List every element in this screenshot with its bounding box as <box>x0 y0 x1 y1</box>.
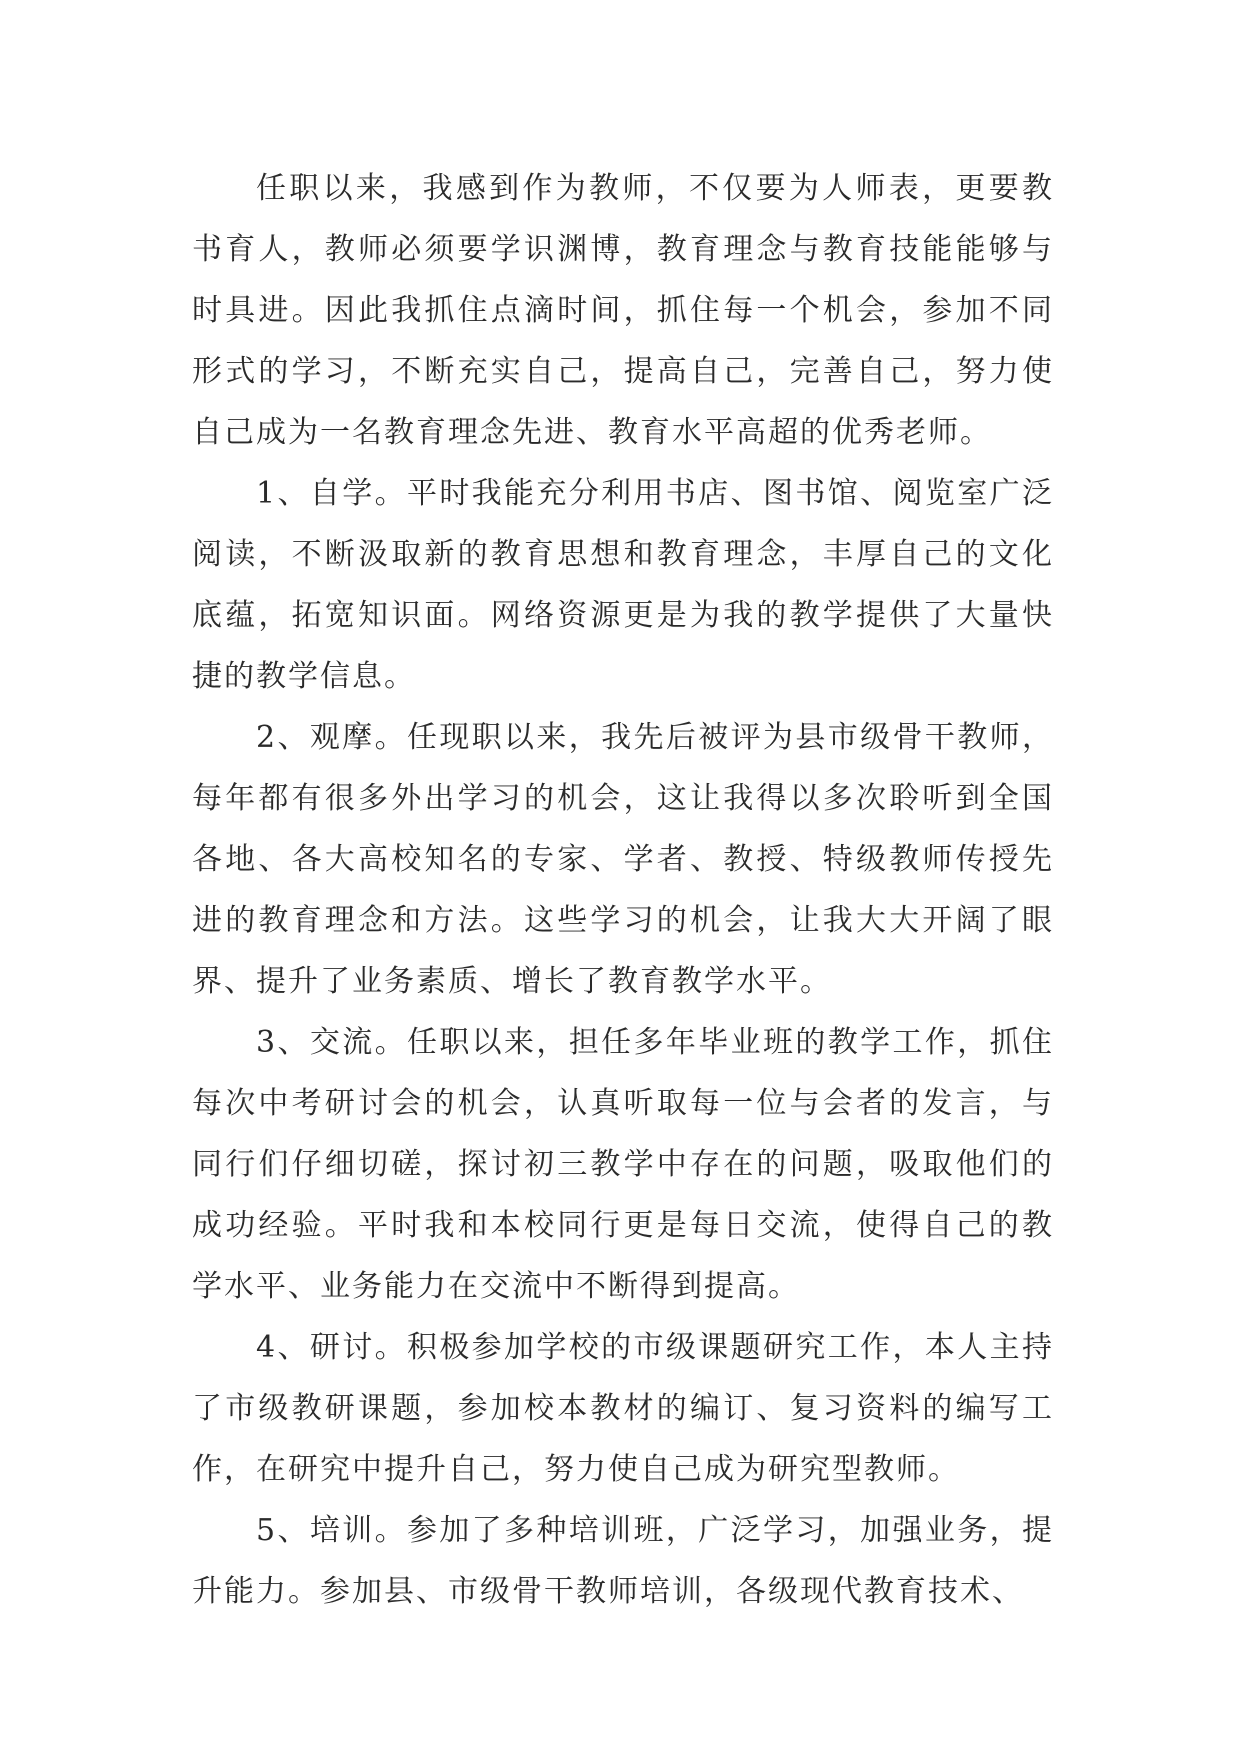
training-paragraph: 5、培训。参加了多种培训班，广泛学习，加强业务，提升能力。参加县、市级骨干教师培训，各级现代教育技术、 <box>192 1513 1054 1609</box>
document-body <box>192 158 1054 1622</box>
exchange-paragraph: 3、交流。任职以来，担任多年毕业班的教学工作，抓住每次中考研讨会的机会，认真听取每一位与会者的发言，与同行们仔细切磋，探讨初三教学中存在的问题，吸取他们的成功经验。平时我和本校同行更是每日交流，使得自己的教学水平、业务能力在交流中不断得到提高。 <box>192 1025 1054 1304</box>
self-study-paragraph: 1、自学。平时我能充分利用书店、图书馆、阅览室广泛阅读，不断汲取新的教育思想和教育理念，丰厚自己的文化底蕴，拓宽知识面。网络资源更是为我的教学提供了大量快捷的教学信息。 <box>192 476 1054 694</box>
research-paragraph: 4、研讨。积极参加学校的市级课题研究工作，本人主持了市级教研课题，参加校本教材的编订、复习资料的编写工作，在研究中提升自己，努力使自己成为研究型教师。 <box>192 1330 1054 1487</box>
observation-paragraph: 2、观摩。任现职以来，我先后被评为县市级骨干教师，每年都有很多外出学习的机会，这让我得以多次聆听到全国各地、各大高校知名的专家、学者、教授、特级教师传授先进的教育理念和方法。这些学习的机会，让我大大开阔了眼界、提升了业务素质、增长了教育教学水平。 <box>192 720 1054 999</box>
intro-paragraph: 任职以来，我感到作为教师，不仅要为人师表，更要教书育人，教师必须要学识渊博，教育理念与教育技能能够与时具进。因此我抓住点滴时间，抓住每一个机会，参加不同形式的学习，不断充实自己，提高自己，完善自己，努力使自己成为一名教育理念先进、教育水平高超的优秀老师。 <box>192 171 1054 450</box>
